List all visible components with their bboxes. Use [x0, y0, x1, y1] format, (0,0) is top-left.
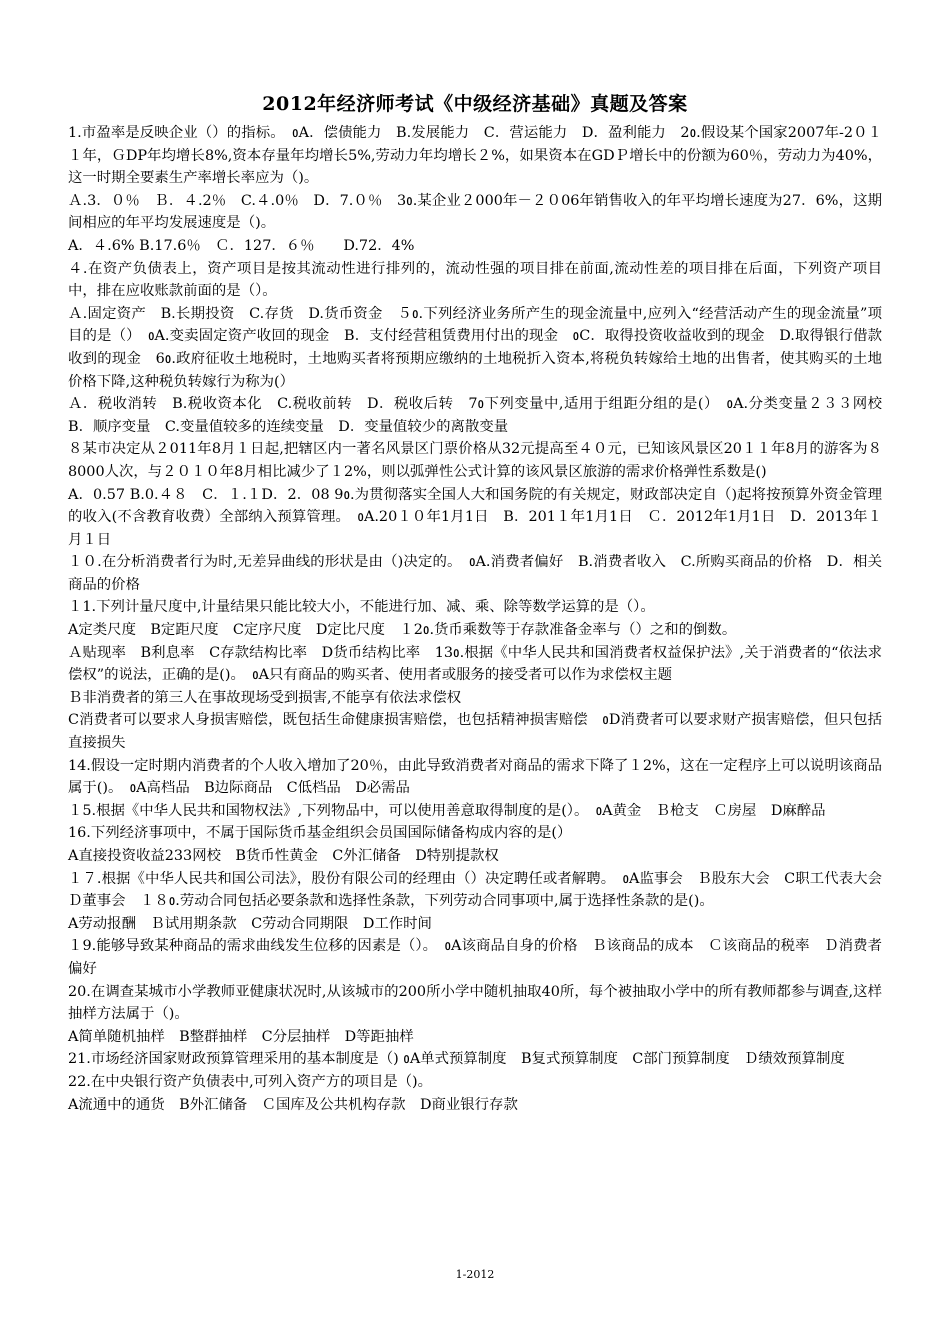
- paragraph-q16: 16.下列经济事项中，不属于国际货币基金组织会员国国际储备构成内容的是(）: [68, 825, 572, 842]
- paragraph-q6-options-q7: Ａ．税收消转 B.税收资本化 C.税收前转 D．税收后转 7ᲂ下列变量中,适用于组距分组的是(） ᲂA.分类变量２３３网校 B．顺序变量 C.变量值较多的连续变量 D．变量值较少的离散变量: [68, 396, 897, 435]
- paragraph-q8: ８某市决定从２011年8月１日起,把辖区内一著名风景区门票价格从32元提高至４０元，已知该风景区20１１年8月的游客为８8000人次，与２０１０年8月相比减少了１2%，则以弧弹性公式计算的该风景区旅游的需求价格弹性系数是(): [68, 441, 882, 480]
- paragraph-q8-options-q9: A．0.57 B.0.４８ C．１.１D．2．08 9ᲂ.为贯彻落实全国人大和国务院的有关规定，财政部决定自（)起将按预算外资金管理的收入(不含教育收费）全部纳入预算管理。 ᲂA.20１０年1月1日 B．201１年1月1日 Ｃ．2012年1月1日 D．2013年１月１日: [68, 486, 882, 548]
- paragraph-q15: １5.根据《中华人民共和国物权法》,下列物品中，可以使用善意取得制度的是(）。 ᲂA黄金 Ｂ枪支 Ｃ房屋 D麻醉品: [68, 802, 826, 819]
- paragraph-q3-options: A．４.6% B.17.6％ Ｃ．127．６％ D.72．4%: [68, 237, 415, 254]
- paragraph-q20-options: A简单随机抽样 B整群抽样 C分层抽样 D等距抽样: [68, 1028, 414, 1045]
- document-page: [68, 88, 897, 1116]
- paragraph-q16-options: A直接投资收益233网校 B货币性黄金 C外汇储备 D特别提款权: [68, 848, 499, 864]
- paragraph-q1-q2: 1.市盈率是反映企业（）的指标。 ᲂA．偿债能力 B.发展能力 C．营运能力 D．盈利能力 2ᲂ.假设某个国家2007年-2０１１年，ＧDP年均增长8%,资本存量年均增长5%,劳动力年均增长２%，如果资本在GDＰ增长中的份额为60％，劳动力为40%，这一时期全要素生产率增长率应为（)。: [68, 125, 882, 187]
- paragraph-q20: 20.在调查某城市小学教师亚健康状况时,从该城市的200所小学中随机抽取40所，每个被抽取小学中的所有教师都参与调查,这样抽样方法属于（)。: [68, 983, 882, 1023]
- paragraph-q4: ４.在资产负债表上，资产项目是按其流动性进行排列的，流动性强的项目排在前面,流动性差的项目排在后面，下列资产项目中，排在应收账款前面的是（）。: [68, 260, 882, 300]
- paragraph-q19: １9.能够导致某种商品的需求曲线发生位移的因素是（）。 ᲂA该商品自身的价格 Ｂ该商品的成本 Ｃ该商品的税率 Ｄ消费者偏好: [68, 938, 882, 977]
- paragraph-q18-options: A劳动报酬 Ｂ试用期条款 C劳动合同期限 D工作时间: [68, 915, 432, 932]
- page-footer: 1-2012: [455, 1268, 495, 1281]
- document-title: 2012年经济师考试《中级经济基础》真题及答案: [262, 93, 688, 115]
- paragraph-q11: １1.下列计量尺度中,计量结果只能比较大小，不能进行加、减、乘、除等数学运算的是（）。: [68, 599, 655, 616]
- paragraph-q13-options-cd: C消费者可以要求人身损害赔偿，既包括生命健康损害赔偿，也包括精神损害赔偿 ᲂD消费者可以要求财产损害赔偿，但只包括直接损失: [68, 712, 882, 752]
- paragraph-q10: １０.在分析消费者行为时,无差异曲线的形状是由（)决定的。 ᲂA.消费者偏好 B.消费者收入 C.所购买商品的价格 D．相关商品的价格: [68, 554, 882, 593]
- paragraph-q4-options-q5-q6: Ａ.固定资产 B.长期投资 C.存货 D.货币资金 ５ᲂ.下列经济业务所产生的现金流量中,应列入“经营活动产生的现金流量”项目的是（） ᲂA.变卖固定资产收回的现金 B．支付经营租赁费用付出的现金 ᲂC．取得投资收益收到的现金 D.取得银行借款收到的现金 6ᲂ.政府征收土地税时，土地购买者将预期应缴纳的土地税折入资本,将税负转嫁给土地的出售者，使其购买的土地价格下降,这种税负转嫁行为称为(）: [68, 305, 882, 390]
- paragraph-q11-options-q12: A定类尺度 B定距尺度 C定序尺度 D定比尺度 １2ᲂ.货币乘数等于存款准备金率与（）之和的倒数。: [68, 622, 737, 639]
- paragraph-q22: 22.在中央银行资产负债表中,可列入资产方的项目是（)。: [68, 1073, 433, 1090]
- paragraph-q14: 14.假设一定时期内消费者的个人收入增加了20％，由此导致消费者对商品的需求下降了１2%，这在一定程序上可以说明该商品属于()。 ᲂA高档品 B边际商品 C低档品 D必需品: [68, 757, 882, 797]
- document-body: [68, 122, 897, 1116]
- paragraph-q12-options-q13: Ａ贴现率 B利息率 C存款结构比率 D货币结构比率 13ᲂ.根据《中华人民共和国消费者权益保护法》,关于消费者的“依法求偿权”的说法，正确的是()。 ᲂA只有商品的购买者、使用者或服务的接受者可以作为求偿权主题: [68, 644, 882, 684]
- paragraph-q21: 21.市场经济国家财政预算管理采用的基本制度是（) ᲂA单式预算制度 B复式预算制度 C部门预算制度 Ｄ绩效预算制度: [68, 1051, 845, 1068]
- paragraph-q22-options: A流通中的通货 B外汇储备 Ｃ国库及公共机构存款 D商业银行存款: [68, 1096, 518, 1113]
- paragraph-q13-option-b: Ｂ非消费者的第三人在事故现场受到损害,不能享有依法求偿权: [68, 689, 462, 706]
- paragraph-q17-q18: １７.根据《中华人民共和国公司法》，股份有限公司的经理由（）决定聘任或者解聘。 ᲂA监事会 Ｂ股东大会 C职工代表大会 Ｄ董事会 １８ᲂ.劳动合同包括必要条款和选择性条款，下列劳动合同事项中,属于选择性条款的是()。: [68, 870, 897, 910]
- paragraph-q2-options-q3: Ａ.3．０％ Ｂ．４.2％ C.４.0％ D．7.０％ 3ᲂ.某企业２000年－２０06年销售收入的年平均增长速度为27．6%，这期间相应的年平均发展速度是（)。: [68, 192, 882, 232]
